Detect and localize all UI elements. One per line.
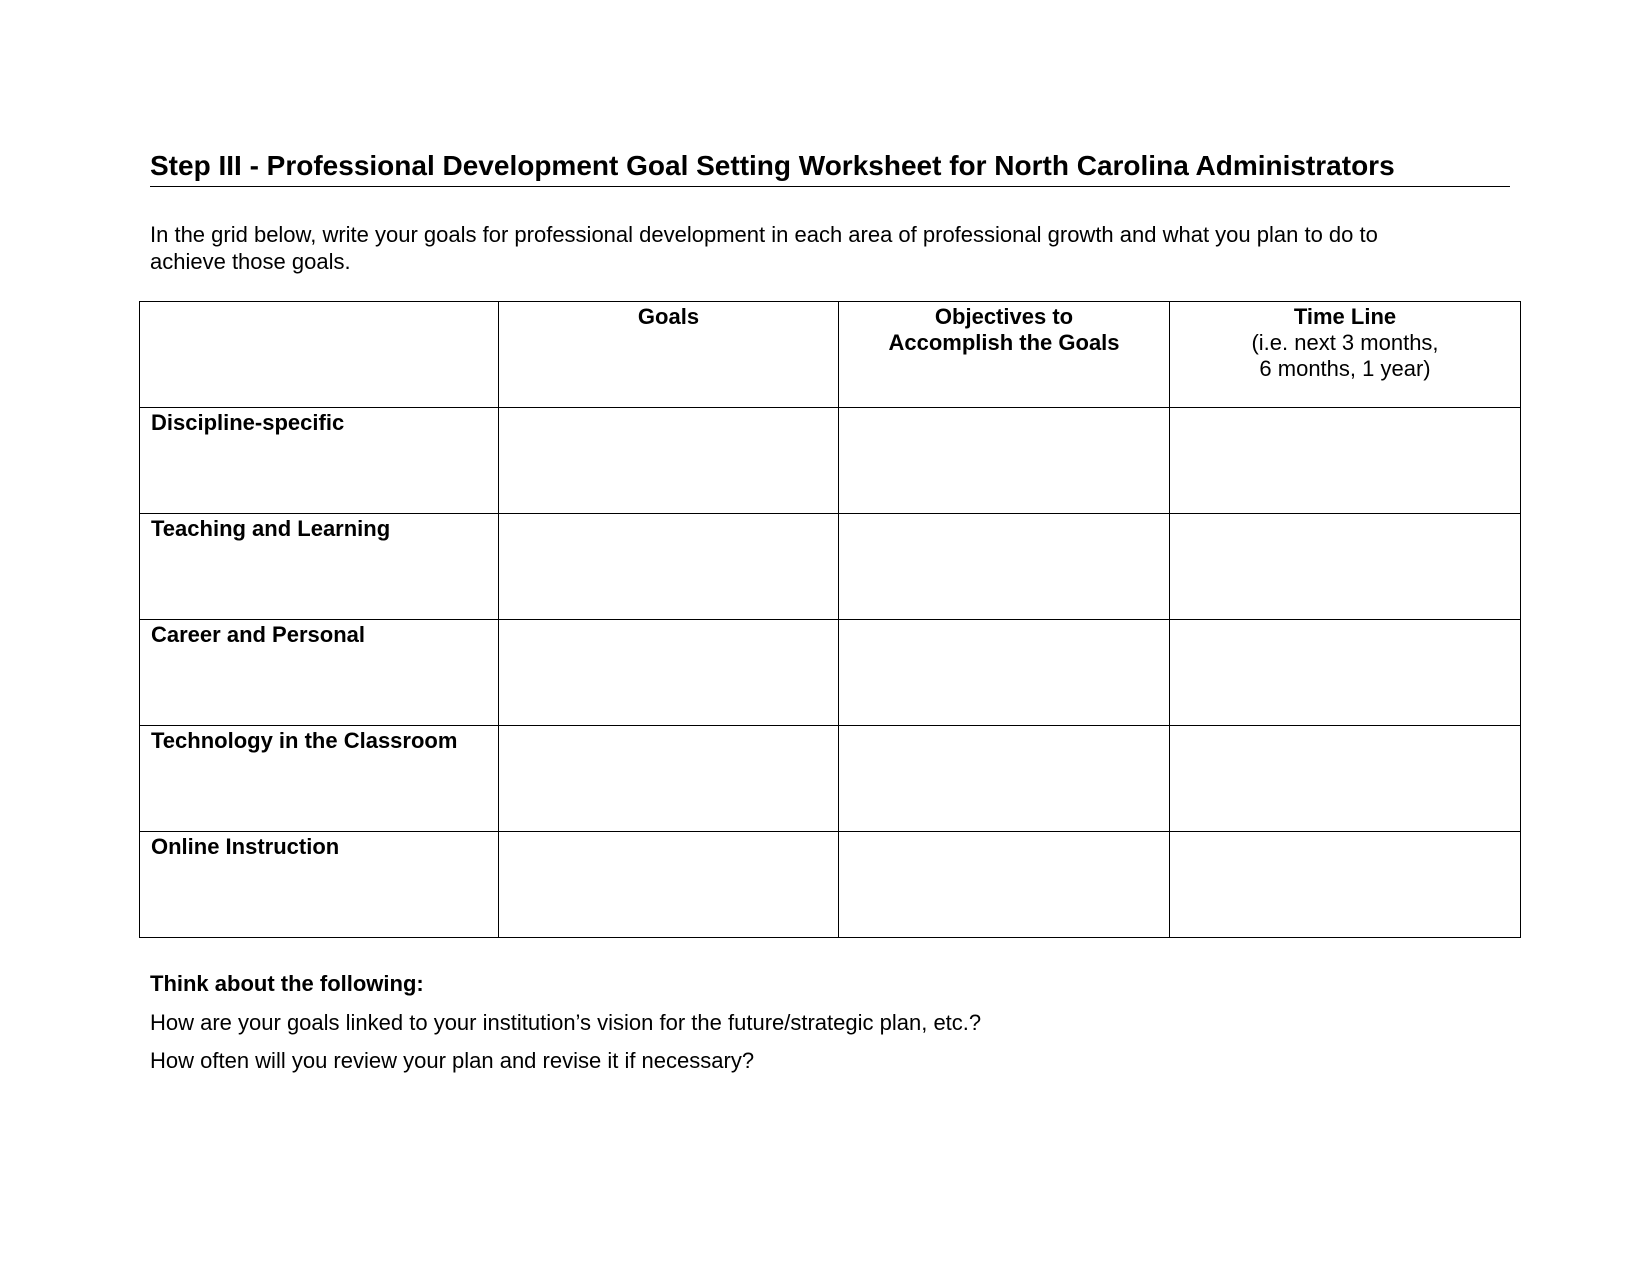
grid-header-row: [140, 302, 1521, 408]
row-label-technology-in-the-classroom: Technology in the Classroom: [140, 726, 499, 832]
intro-text: [150, 221, 1510, 275]
objectives-cell[interactable]: [839, 620, 1170, 726]
page-title: Step III - Professional Development Goal Setting Worksheet for North Carolina Administrators: [150, 149, 1510, 187]
row-label-discipline-specific: Discipline-specific: [140, 408, 499, 514]
timeline-cell[interactable]: [1170, 620, 1521, 726]
row-label-career-and-personal: Career and Personal: [140, 620, 499, 726]
header-objectives-line-1: Objectives to: [934, 304, 1074, 329]
goals-cell[interactable]: [499, 832, 839, 938]
header-timeline-line-2: (i.e. next 3 months,: [1251, 330, 1439, 355]
table-row: [140, 726, 1521, 832]
objectives-cell[interactable]: [839, 832, 1170, 938]
header-timeline-line-3: 6 months, 1 year): [1259, 356, 1431, 381]
objectives-cell[interactable]: [839, 726, 1170, 832]
objectives-cell[interactable]: [839, 514, 1170, 620]
header-blank-cell: [140, 302, 499, 408]
row-label-teaching-and-learning: Teaching and Learning: [140, 514, 499, 620]
goals-cell[interactable]: [499, 726, 839, 832]
think-heading: Think about the following:: [150, 971, 424, 996]
header-timeline-title: Time Line: [1293, 304, 1397, 329]
header-objectives: [839, 302, 1170, 408]
goals-cell[interactable]: [499, 620, 839, 726]
header-objectives-line-2: Accomplish the Goals: [888, 330, 1120, 355]
question-vision-link: How are your goals linked to your institution’s vision for the future/strategic plan, etc.?: [150, 1010, 982, 1035]
goals-cell[interactable]: [499, 408, 839, 514]
table-row: [140, 620, 1521, 726]
header-goals: [499, 302, 839, 408]
intro-line-2: achieve those goals.: [150, 249, 351, 274]
question-review-plan: How often will you review your plan and revise it if necessary?: [150, 1048, 755, 1073]
row-label-online-instruction: Online Instruction: [140, 832, 499, 938]
timeline-cell[interactable]: [1170, 514, 1521, 620]
table-row: [140, 408, 1521, 514]
timeline-cell[interactable]: [1170, 832, 1521, 938]
header-goals-label: Goals: [637, 304, 700, 329]
timeline-cell[interactable]: [1170, 408, 1521, 514]
goals-cell[interactable]: [499, 514, 839, 620]
objectives-cell[interactable]: [839, 408, 1170, 514]
goal-grid: [139, 301, 1521, 938]
table-row: [140, 832, 1521, 938]
intro-line-1: In the grid below, write your goals for professional development in each area of professional growth and what you plan to do to: [150, 222, 1378, 247]
table-row: [140, 514, 1521, 620]
timeline-cell[interactable]: [1170, 726, 1521, 832]
header-timeline: [1170, 302, 1521, 408]
